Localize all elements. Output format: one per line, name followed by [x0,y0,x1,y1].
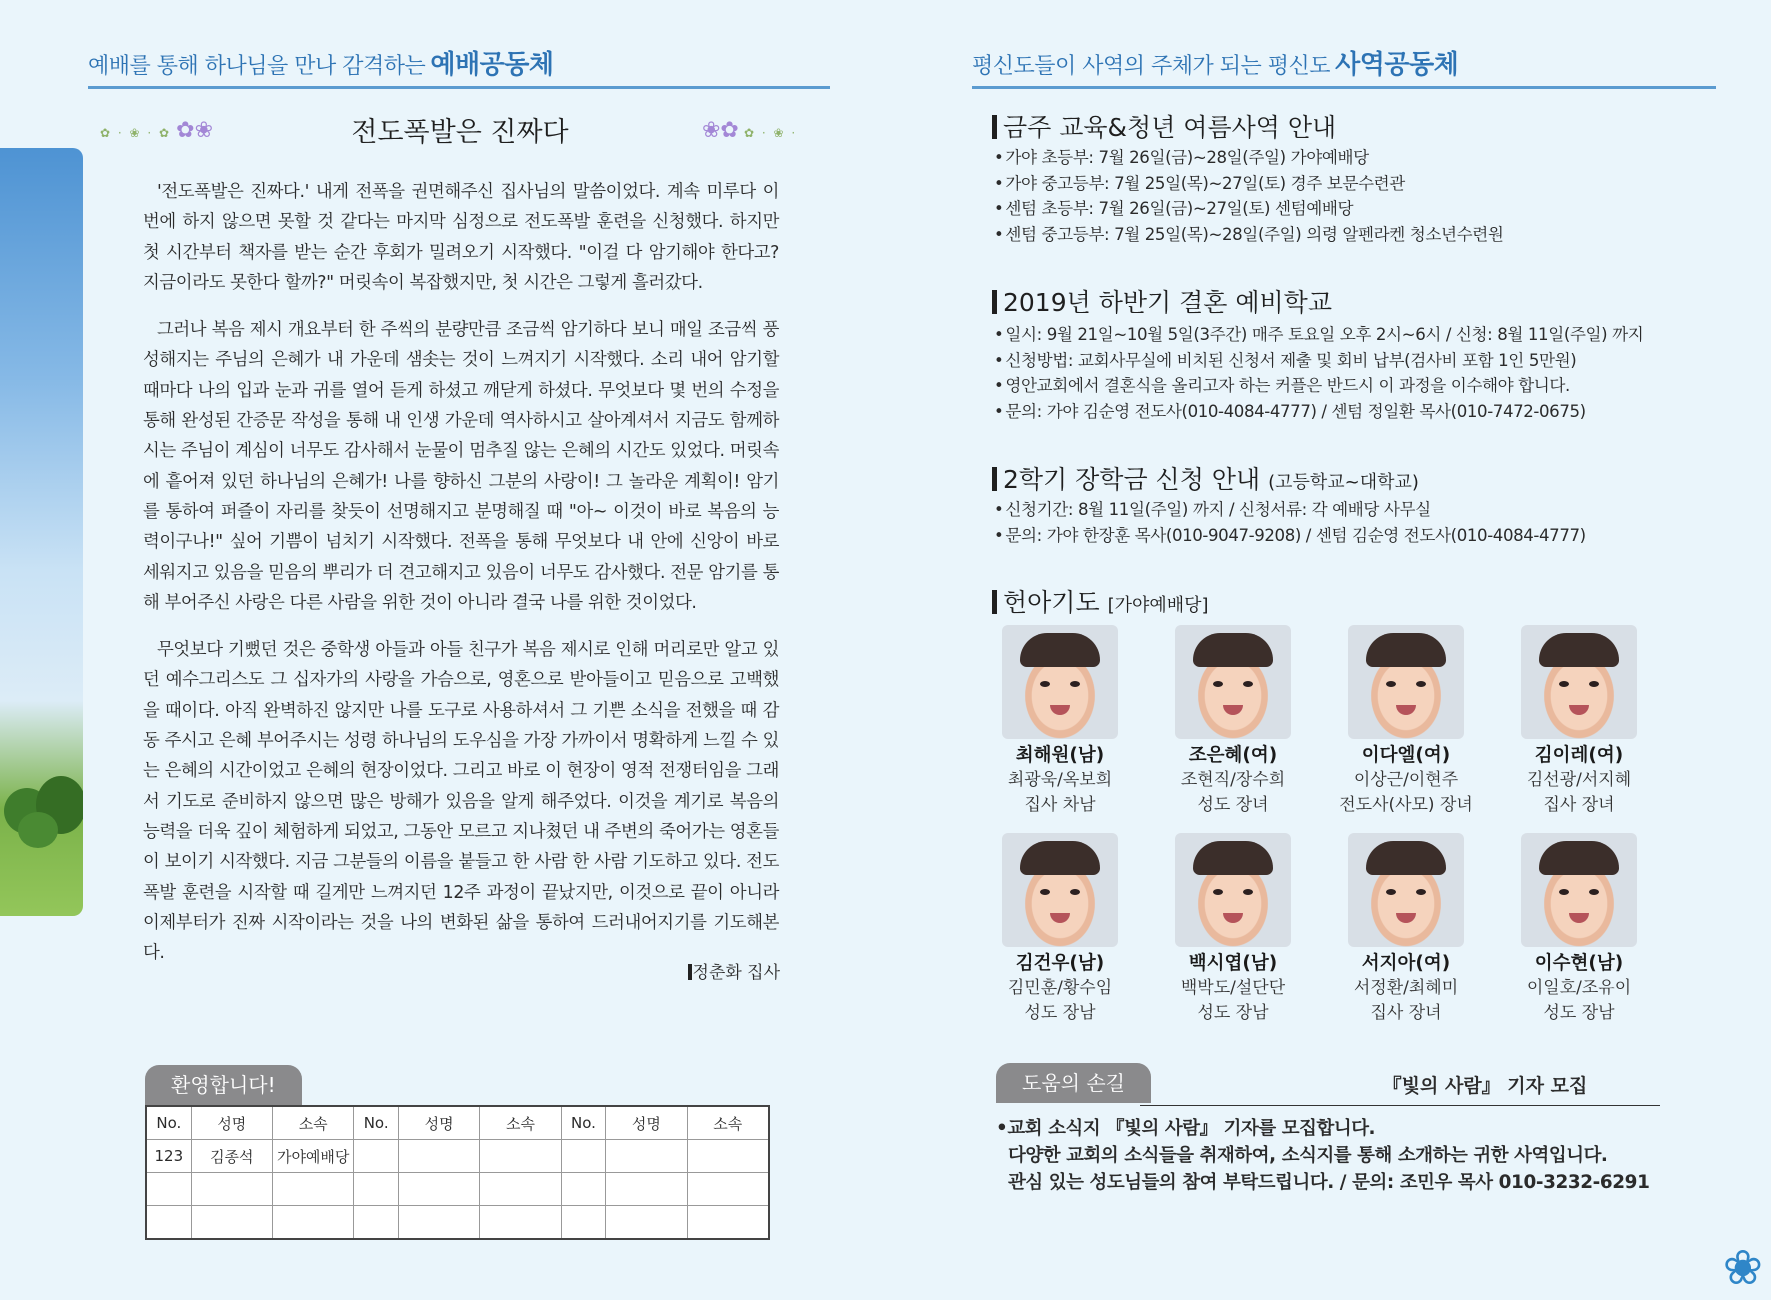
list-item: • 가야 초등부: 7월 26일(금)~28일(주일) 가야예배당 [994,145,1504,171]
table-cell: 김종석 [191,1140,272,1173]
recruit-line: 다양한 교회의 소식들을 취재하여, 소식지를 통해 소개하는 귀한 사역입니다. [1008,1145,1608,1166]
welcome-table-header-row [146,1106,769,1140]
welcome-table [145,1105,770,1240]
article-paragraph: 무엇보다 기뻤던 것은 중학생 아들과 아들 친구가 복음 제시로 인해 머리로만 알고 있던 예수그리스도 그 십자가의 사랑을 가슴으로, 영혼으로 받아들이고 믿음으로 고백했을 때이다. 아직 완벽하진 않지만 나를 도구로 사용하셔서 그 기쁜 소식을 전했을 때 감동 주시고 은혜 부어주시는 성령 하나님의 도우심을 가장 가까이서 명확하게 느낄 수 있는 은혜의 시간이었고 은혜의 현장이었다. 그리고 바로 이 현장이 영적 전쟁터임을 그래서 기도로 준비하지 않으면 많은 방해가 있음을 알게 해주었다. 이것을 계기로 복음의 능력을 더욱 깊이 체험하게 되었고, 그동안 모르고 지나쳤던 내 주변의 죽어가는 영혼들이 보이기 시작했다. 지금 그분들의 이름을 붙들고 한 사람 한 사람 기도하고 있다. 전도폭발 훈련을 시작할 때 길게만 느껴지던 12주 과정이 끝났지만, 이것으로 끝이 아니라 이제부터가 진짜 시작이라는 것을 나의 변화된 삶을 통하여 드러내어지기를 기도해본다. [143,640,779,964]
left-header-prefix: 예배를 통해 하나님을 만나 감격하는 [88,54,426,79]
recruit-line: 관심 있는 성도님들의 참여 부탁드립니다. / 문의: 조민우 목사 010-3232-6291 [1008,1172,1650,1193]
table-cell [191,1173,272,1206]
table-cell [398,1173,479,1206]
baby-name: 서지아(여) [1361,953,1451,974]
list-item: • 센텀 중고등부: 7월 25일(목)~28일(주일) 의령 알펜라켄 청소년수련원 [994,222,1504,248]
baby-parents: 이상근/이현주 [1353,770,1459,790]
helping-hands-tab: 도움의 손길 [996,1063,1151,1103]
table-cell [146,1173,191,1206]
baby-relation: 성도 장남 [1024,1003,1096,1023]
col-no: No. [561,1106,606,1140]
baby-parents: 서정환/최혜미 [1353,978,1459,998]
table-cell [687,1206,769,1240]
baby-name: 김이레(여) [1534,745,1624,766]
baby-name: 최해원(남) [1015,745,1105,766]
table-cell [606,1140,687,1173]
notice-title-dedication: 헌아기도 [가야예배당] [992,583,1209,619]
col-no: No. [146,1106,191,1140]
article-author-name: 정춘화 집사 [692,963,780,983]
list-item: • 신청기간: 8월 11일(주일) 까지 / 신청서류: 각 예배당 사무실 [994,497,1586,523]
table-cell [354,1173,399,1206]
baby-photo [1348,833,1464,947]
table-cell [480,1206,561,1240]
table-cell [480,1140,561,1173]
table-cell [606,1173,687,1206]
table-cell [561,1173,606,1206]
list-item: • 센텀 초등부: 7월 26일(금)~27일(토) 센텀예배당 [994,196,1504,222]
table-cell [354,1140,399,1173]
recruit-line: •교회 소식지 『빛의 사람』 기자를 모집합니다. [996,1118,1376,1139]
list-item: • 문의: 가야 김순영 전도사(010-4084-4777) / 센텀 정일환 목사(010-7472-0675) [994,399,1643,425]
baby-card [1504,833,1654,1026]
col-affiliation: 소속 [273,1106,354,1140]
notice-title-summer: 금주 교육&청년 여름사역 안내 [992,108,1336,144]
list-item: • 가야 중고등부: 7월 25일(목)~27일(토) 경주 보문수련관 [994,171,1504,197]
list-item: • 문의: 가야 한장훈 목사(010-9047-9208) / 센텀 김순영 전도사(010-4084-4777) [994,523,1586,549]
table-cell [273,1206,354,1240]
table-row [146,1140,769,1173]
article-title: 전도폭발은 진짜다 [351,117,569,148]
baby-name: 이다엘(여) [1361,745,1451,766]
col-no: No. [354,1106,399,1140]
table-cell [273,1173,354,1206]
table-cell: 가야예배당 [273,1140,354,1173]
table-cell [561,1140,606,1173]
baby-parents: 최광욱/옥보희 [1007,770,1113,790]
col-name: 성명 [191,1106,272,1140]
baby-relation: 성도 장남 [1543,1003,1615,1023]
table-cell [687,1140,769,1173]
baby-name: 이수현(남) [1534,953,1624,974]
baby-parents: 김선광/서지혜 [1526,770,1632,790]
baby-photo [1175,833,1291,947]
corner-flower-icon: ❀ [1722,1240,1763,1296]
article-paragraph: '전도폭발은 진짜다.' 내게 전폭을 권면해주신 집사님의 말씀이었다. 계속 미루다 이번에 하지 않으면 못할 것 같다는 마지막 심정으로 전도폭발 훈련을 신청했다. 하지만 첫 시간부터 책자를 받는 순간 후회가 밀려오기 시작했다. "이걸 다 암기해야 한다고? 지금이라도 못한다 할까?" 머릿속이 복잡했지만, 첫 시간은 그렇게 흘러갔다. [143,182,779,293]
recruit-body [996,1115,1696,1196]
col-affiliation: 소속 [687,1106,769,1140]
baby-relation: 성도 장남 [1197,1003,1269,1023]
table-cell [480,1173,561,1206]
welcome-tab: 환영합니다! [145,1065,302,1105]
baby-relation: 성도 장녀 [1197,795,1269,815]
col-affiliation: 소속 [480,1106,561,1140]
left-section-header [88,44,830,89]
notice-list-marriage [994,322,1643,424]
table-cell [191,1206,272,1240]
table-cell: 123 [146,1140,191,1173]
col-name: 성명 [606,1106,687,1140]
baby-card [1331,833,1481,1026]
baby-name: 백시엽(남) [1188,953,1278,974]
baby-relation: 집사 장녀 [1543,795,1615,815]
baby-parents: 이일호/조유이 [1526,978,1632,998]
col-name: 성명 [398,1106,479,1140]
flower-vine-left-icon: ✿ · ❀ · ✿ ✿❀ [100,118,214,143]
table-cell [146,1206,191,1240]
baby-relation: 집사 장녀 [1370,1003,1442,1023]
article-paragraph: 그러나 복음 제시 개요부터 한 주씩의 분량만큼 조금씩 암기하다 보니 매일 조금씩 풍성해지는 주님의 은혜가 내 가운데 샘솟는 것이 느껴지기 시작했다. 소리 내어 암기할 때마다 나의 입과 눈과 귀를 열어 듣게 하셨고 깨닫게 하셨다. 무엇보다 몇 번의 수정을 통해 완성된 간증문 작성을 통해 내 인생 가운데 역사하시고 살아계셔서 지금도 함께하시는 주님이 계심이 너무도 감사해서 눈물이 멈추질 않는 은혜의 시간도 있었다. 머릿속에 흩어져 있던 하나님의 은혜가! 나를 향하신 그분의 사랑이! 그 놀라운 계획이! 암기를 통하여 퍼즐이 자리를 찾듯이 선명해지고 분명해질 때 "아~ 이것이 바로 복음의 능력이구나!" 싶어 기쁨이 넘치기 시작했다. 전폭을 통해 무엇보다 내 안에 신앙이 바로 세워지고 있음을 믿음의 뿌리가 더 견고해지고 있음이 너무도 감사했다. 전문 암기를 통해 부어주신 사랑은 다른 사람을 위한 것이 아니라 결국 나를 위한 것이었다. [143,320,779,613]
table-cell [398,1140,479,1173]
baby-parents: 김민훈/황수임 [1007,978,1113,998]
baby-name: 조은혜(여) [1188,745,1278,766]
baby-photo [1175,625,1291,739]
baby-name: 김건우(남) [1015,953,1105,974]
baby-card [1331,625,1481,818]
list-item: • 신청방법: 교회사무실에 비치된 신청서 제출 및 회비 납부(검사비 포함 1인 5만원) [994,348,1643,374]
notice-title-marriage: 2019년 하반기 결혼 예비학교 [992,283,1332,319]
notice-list-scholarship [994,497,1586,548]
baby-relation: 전도사(사모) 장녀 [1339,795,1473,815]
baby-parents: 백박도/설단단 [1180,978,1286,998]
article-body [143,177,779,985]
right-header-highlight: 사역공동체 [1335,50,1459,80]
left-header-highlight: 예배공동체 [430,50,554,80]
baby-card [1158,833,1308,1026]
table-row [146,1206,769,1240]
recruit-header [1140,1067,1660,1106]
baby-card [985,625,1135,818]
baby-card [985,833,1135,1026]
baby-card [1158,625,1308,818]
right-header-prefix: 평신도들이 사역의 주체가 되는 평신도 [972,54,1331,79]
table-cell [687,1173,769,1206]
flower-vine-right-icon: ❀✿ ✿ · ❀ · [702,118,798,143]
list-item: • 영안교회에서 결혼식을 올리고자 하는 커플은 반드시 이 과정을 이수해야 합니다. [994,373,1643,399]
right-section-header [972,44,1716,89]
baby-parents: 조현직/장수희 [1180,770,1286,790]
notice-list-summer [994,145,1504,247]
baby-photo [1002,833,1118,947]
table-cell [561,1206,606,1240]
baby-photo [1002,625,1118,739]
notice-title-scholarship: 2학기 장학금 신청 안내 (고등학교~대학교) [992,460,1419,496]
sky-landscape-strip [0,148,83,916]
table-cell [354,1206,399,1240]
baby-photo [1348,625,1464,739]
list-item: • 일시: 9월 21일~10월 5일(3주간) 매주 토요일 오후 2시~6시 / 신청: 8월 11일(주일) 까지 [994,322,1643,348]
baby-photo [1521,833,1637,947]
baby-card [1504,625,1654,818]
table-cell [606,1206,687,1240]
baby-relation: 집사 차남 [1024,795,1096,815]
article-author [600,958,780,983]
recruit-headline: 『빛의 사람』 기자 모집 [1382,1075,1588,1097]
table-cell [398,1206,479,1240]
table-row [146,1173,769,1206]
baby-photo [1521,625,1637,739]
